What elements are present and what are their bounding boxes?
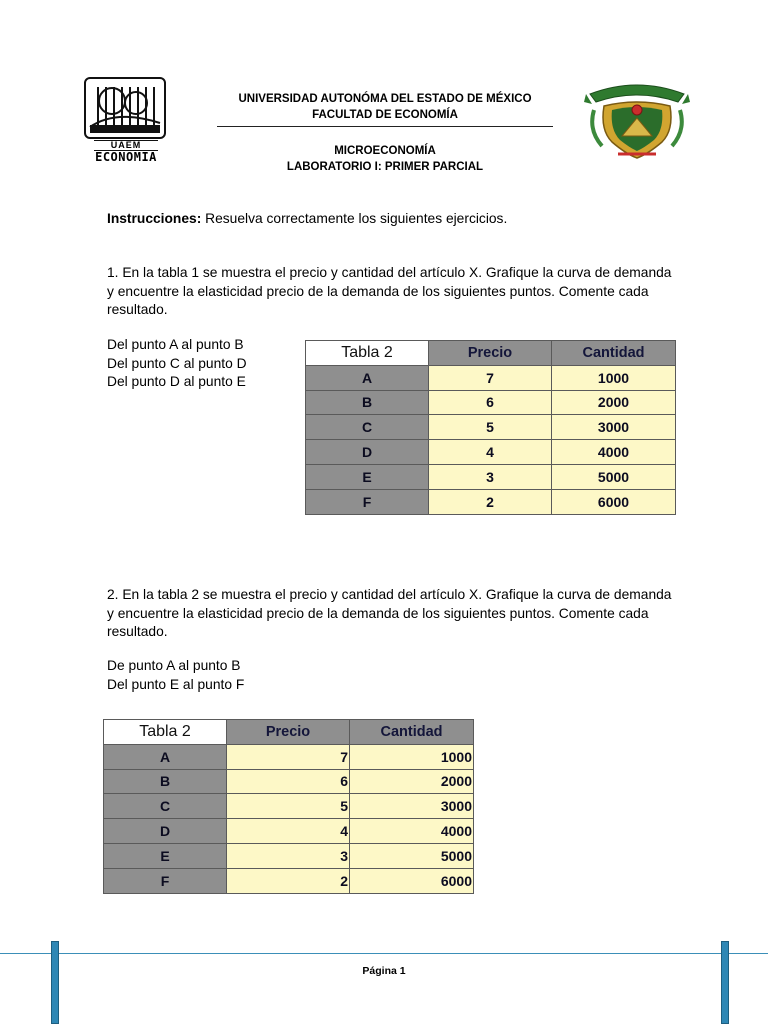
precio-cell: 4 xyxy=(429,440,552,465)
instructions-label: Instrucciones: xyxy=(107,211,202,226)
exercise-2-text: 2. En la tabla 2 se muestra el precio y cantidad del artículo X. Grafique la curva de demanda y encuentre la elasticidad precio de la demanda de los siguientes puntos. Comente cada resultado. xyxy=(107,587,672,639)
lab-title: LABORATORIO I: PRIMER PARCIAL xyxy=(286,161,484,173)
table-caption: Tabla 2 xyxy=(104,720,227,745)
row-label: E xyxy=(306,464,429,489)
precio-cell: 3 xyxy=(429,464,552,489)
footer-left-bar xyxy=(51,941,59,1024)
cantidad-cell: 5000 xyxy=(552,464,676,489)
cantidad-cell: 2000 xyxy=(350,769,474,794)
row-label: B xyxy=(306,390,429,415)
precio-cell: 7 xyxy=(429,365,552,390)
exercise-1-point: Del punto D al punto E xyxy=(107,374,246,389)
row-label: D xyxy=(306,440,429,465)
cantidad-cell: 2000 xyxy=(552,390,676,415)
table-row xyxy=(306,464,676,489)
cantidad-cell: 3000 xyxy=(350,794,474,819)
table-row xyxy=(104,819,474,844)
cantidad-cell: 6000 xyxy=(552,489,676,514)
table-row xyxy=(306,415,676,440)
header-divider xyxy=(217,126,553,127)
table-row xyxy=(306,440,676,465)
header-cantidad: Cantidad xyxy=(350,720,474,745)
exercise-1-point: Del punto C al punto D xyxy=(107,355,247,371)
table-row xyxy=(306,390,676,415)
footer-divider xyxy=(0,953,768,954)
header-precio: Precio xyxy=(227,720,350,745)
cantidad-cell: 1000 xyxy=(350,744,474,769)
table-row xyxy=(104,769,474,794)
table-2 xyxy=(103,719,474,894)
exercise-1-text: 1. En la tabla 1 se muestra el precio y cantidad del artículo X. Grafique la curva de demanda y encuentre la elasticidad precio de la demanda de los siguientes puntos. Comente cada resultado. xyxy=(107,265,672,317)
row-label: B xyxy=(104,769,227,794)
table-caption: Tabla 2 xyxy=(306,341,429,366)
page-number: Página 1 xyxy=(362,965,406,977)
row-label: A xyxy=(306,365,429,390)
logo-text-uaem: UAEM xyxy=(94,140,158,151)
uaem-coat-of-arms xyxy=(582,80,692,160)
exercise-1-points xyxy=(107,336,247,392)
row-label: C xyxy=(104,794,227,819)
cantidad-cell: 4000 xyxy=(350,819,474,844)
precio-cell: 7 xyxy=(227,744,350,769)
footer-right-bar xyxy=(721,941,729,1024)
exercise-2-points xyxy=(107,657,244,694)
row-label: D xyxy=(104,819,227,844)
precio-cell: 2 xyxy=(227,868,350,893)
cantidad-cell: 1000 xyxy=(552,365,676,390)
instructions xyxy=(107,210,507,229)
logo-text-economia: ECONOMIA xyxy=(95,150,157,164)
row-label: F xyxy=(306,489,429,514)
subject-title: MICROECONOMÍA xyxy=(334,145,436,157)
precio-cell: 3 xyxy=(227,843,350,868)
table-header-row xyxy=(306,341,676,366)
instructions-text: Resuelva correctamente los siguientes ejercicios. xyxy=(201,211,508,226)
building-graph-icon xyxy=(86,79,164,137)
precio-cell: 6 xyxy=(227,769,350,794)
exercise-1-point: Del punto A al punto B xyxy=(107,337,244,352)
logo-emblem xyxy=(84,77,166,139)
header-cantidad: Cantidad xyxy=(552,341,676,366)
table-1 xyxy=(305,340,676,515)
table-row xyxy=(104,744,474,769)
table-row xyxy=(306,489,676,514)
exercise-2-point: De punto A al punto B xyxy=(107,658,241,673)
row-label: A xyxy=(104,744,227,769)
cantidad-cell: 3000 xyxy=(552,415,676,440)
precio-cell: 5 xyxy=(227,794,350,819)
row-label: C xyxy=(306,415,429,440)
table-row xyxy=(104,794,474,819)
table-row xyxy=(104,868,474,893)
cantidad-cell: 5000 xyxy=(350,843,474,868)
exercise-2-point: Del punto E al punto F xyxy=(107,676,245,692)
table-row xyxy=(306,365,676,390)
table-row xyxy=(104,843,474,868)
precio-cell: 4 xyxy=(227,819,350,844)
table-header-row xyxy=(104,720,474,745)
header-precio: Precio xyxy=(429,341,552,366)
row-label: F xyxy=(104,868,227,893)
cantidad-cell: 6000 xyxy=(350,868,474,893)
coat-of-arms-icon xyxy=(582,80,692,160)
row-label: E xyxy=(104,843,227,868)
precio-cell: 5 xyxy=(429,415,552,440)
uaem-economia-logo xyxy=(84,77,168,164)
precio-cell: 2 xyxy=(429,489,552,514)
faculty-title: FACULTAD DE ECONOMÍA xyxy=(312,109,458,121)
precio-cell: 6 xyxy=(429,390,552,415)
cantidad-cell: 4000 xyxy=(552,440,676,465)
university-title: UNIVERSIDAD AUTONÓMA DEL ESTADO DE MÉXICO xyxy=(238,93,532,105)
